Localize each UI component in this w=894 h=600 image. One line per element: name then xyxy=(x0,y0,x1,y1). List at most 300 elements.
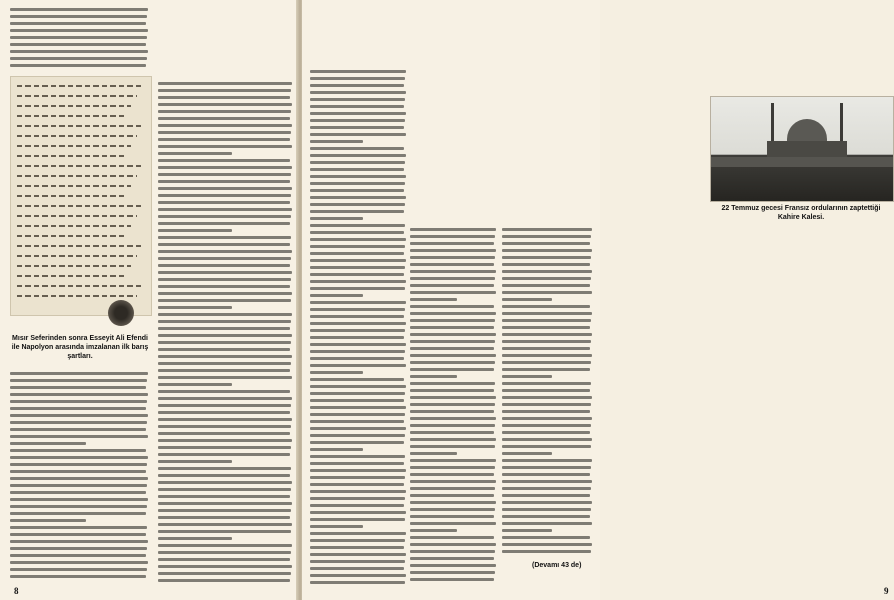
text-line xyxy=(10,57,147,60)
text-line xyxy=(10,449,146,452)
text-line xyxy=(310,490,406,493)
text-line xyxy=(10,568,147,571)
text-line xyxy=(410,249,496,252)
text-line xyxy=(310,343,406,346)
text-line xyxy=(502,249,592,252)
text-line xyxy=(158,369,290,372)
text-line xyxy=(310,280,406,283)
text-line xyxy=(10,428,146,431)
text-line xyxy=(410,550,495,553)
text-line xyxy=(158,341,291,344)
text-line xyxy=(158,222,290,225)
text-line xyxy=(502,529,552,532)
text-line xyxy=(310,350,405,353)
right-col-2 xyxy=(410,228,496,584)
text-line xyxy=(158,579,290,582)
text-line xyxy=(410,368,494,371)
text-line xyxy=(158,278,291,281)
text-line xyxy=(310,147,404,150)
text-line xyxy=(502,543,592,546)
text-line xyxy=(158,166,292,169)
text-line xyxy=(310,441,404,444)
text-line xyxy=(10,547,147,550)
text-line xyxy=(10,456,148,459)
handwriting-line xyxy=(17,245,143,247)
text-line xyxy=(310,420,404,423)
text-line xyxy=(310,231,404,234)
left-page xyxy=(0,0,298,600)
text-line xyxy=(158,117,290,120)
text-line xyxy=(158,250,292,253)
text-line xyxy=(410,466,495,469)
text-line xyxy=(310,91,406,94)
left-col-2 xyxy=(158,82,292,582)
text-line xyxy=(410,438,496,441)
text-line xyxy=(502,347,590,350)
text-line xyxy=(158,439,292,442)
right-page xyxy=(302,0,889,600)
right-col-3 xyxy=(502,228,592,558)
text-line xyxy=(310,532,406,535)
text-line xyxy=(158,453,290,456)
text-line xyxy=(410,403,495,406)
text-line xyxy=(10,400,147,403)
text-line xyxy=(310,364,406,367)
text-line xyxy=(158,236,291,239)
text-line xyxy=(310,154,406,157)
text-line xyxy=(310,567,404,570)
text-line xyxy=(158,523,292,526)
text-line xyxy=(502,235,591,238)
text-line xyxy=(10,540,148,543)
text-line xyxy=(502,256,591,259)
text-line xyxy=(502,354,592,357)
text-line xyxy=(158,355,292,358)
text-line xyxy=(310,105,404,108)
text-line xyxy=(410,242,494,245)
text-line xyxy=(310,161,405,164)
text-line xyxy=(10,491,146,494)
handwriting-line xyxy=(17,185,131,187)
text-line xyxy=(310,511,406,514)
text-line xyxy=(410,536,494,539)
text-line xyxy=(310,455,405,458)
text-line xyxy=(502,501,592,504)
text-line xyxy=(158,201,290,204)
text-line xyxy=(310,546,404,549)
text-line xyxy=(310,70,406,73)
handwriting-line xyxy=(17,85,143,87)
cairo-citadel-photo xyxy=(710,96,894,202)
text-line xyxy=(310,497,405,500)
text-line xyxy=(410,382,495,385)
text-line xyxy=(502,508,591,511)
text-line xyxy=(502,277,591,280)
text-line xyxy=(310,245,405,248)
text-line xyxy=(158,446,291,449)
text-line xyxy=(502,326,590,329)
text-line xyxy=(310,168,404,171)
text-line xyxy=(410,508,495,511)
text-line xyxy=(410,361,495,364)
text-line xyxy=(410,445,495,448)
text-line xyxy=(410,333,496,336)
text-line xyxy=(10,22,146,25)
text-line xyxy=(310,175,406,178)
text-line xyxy=(158,173,291,176)
handwriting-line xyxy=(17,155,125,157)
text-line xyxy=(158,138,290,141)
text-line xyxy=(310,273,404,276)
text-line xyxy=(310,126,404,129)
text-line xyxy=(502,466,591,469)
text-line xyxy=(310,238,406,241)
text-line xyxy=(158,411,290,414)
text-line xyxy=(310,210,404,213)
text-line xyxy=(158,474,290,477)
text-line xyxy=(410,529,457,532)
page-number-right: 9 xyxy=(884,586,889,596)
text-line xyxy=(310,392,405,395)
text-line xyxy=(10,372,148,375)
text-line xyxy=(502,298,552,301)
text-line xyxy=(158,516,290,519)
right-col-1 xyxy=(310,70,406,584)
text-line xyxy=(158,103,292,106)
text-line xyxy=(410,347,494,350)
text-line xyxy=(502,550,591,553)
text-line xyxy=(310,287,405,290)
text-line xyxy=(158,383,232,386)
text-line xyxy=(410,522,496,525)
text-line xyxy=(310,357,404,360)
text-line xyxy=(158,264,290,267)
text-line xyxy=(310,119,405,122)
text-line xyxy=(502,445,591,448)
text-line xyxy=(158,397,292,400)
text-line xyxy=(410,410,494,413)
text-line xyxy=(410,354,496,357)
text-line xyxy=(310,371,363,374)
text-line xyxy=(410,263,494,266)
text-line xyxy=(410,501,496,504)
text-line xyxy=(502,242,590,245)
text-line xyxy=(502,284,590,287)
text-line xyxy=(410,228,496,231)
text-line xyxy=(10,484,147,487)
text-line xyxy=(410,431,494,434)
text-line xyxy=(10,519,86,522)
text-line xyxy=(410,515,494,518)
text-line xyxy=(158,572,291,575)
text-line xyxy=(10,463,147,466)
text-line xyxy=(410,284,494,287)
text-line xyxy=(158,215,291,218)
text-line xyxy=(158,530,291,533)
text-line xyxy=(310,385,406,388)
text-line xyxy=(410,494,494,497)
handwriting-line xyxy=(17,175,137,177)
text-line xyxy=(158,89,291,92)
text-line xyxy=(158,292,292,295)
text-line xyxy=(410,564,496,567)
text-line xyxy=(158,271,292,274)
left-figure-caption: Mısır Seferinden sonra Esseyit Ali Efendi ile Napolyon arasında imzalanan ilk barış şartları. xyxy=(11,335,149,360)
text-line xyxy=(158,502,292,505)
text-line xyxy=(310,224,405,227)
text-line xyxy=(158,551,291,554)
text-line xyxy=(502,473,590,476)
text-line xyxy=(310,217,363,220)
text-line xyxy=(310,427,406,430)
text-line xyxy=(310,553,406,556)
text-line xyxy=(502,536,590,539)
text-line xyxy=(158,418,292,421)
text-line xyxy=(410,480,496,483)
ottoman-document-image xyxy=(10,76,152,316)
text-line xyxy=(410,277,495,280)
text-line xyxy=(502,263,590,266)
text-line xyxy=(10,533,146,536)
text-line xyxy=(158,313,292,316)
text-line xyxy=(502,312,592,315)
text-line xyxy=(310,469,406,472)
text-line xyxy=(158,110,291,113)
left-col-1b xyxy=(10,8,148,68)
handwriting-line xyxy=(17,255,137,257)
text-line xyxy=(410,305,494,308)
text-line xyxy=(158,432,290,435)
text-line xyxy=(502,319,591,322)
handwriting-line xyxy=(17,95,137,97)
text-line xyxy=(158,334,292,337)
text-line xyxy=(502,487,591,490)
text-line xyxy=(10,575,146,578)
text-line xyxy=(310,203,405,206)
text-line xyxy=(10,505,147,508)
handwriting-line xyxy=(17,285,143,287)
text-line xyxy=(158,558,290,561)
handwriting-line xyxy=(17,115,125,117)
text-line xyxy=(502,368,590,371)
handwriting-line xyxy=(17,205,143,207)
handwriting-line xyxy=(17,215,137,217)
text-line xyxy=(158,460,232,463)
text-line xyxy=(502,270,592,273)
text-line xyxy=(310,133,406,136)
text-line xyxy=(10,414,148,417)
text-line xyxy=(310,112,406,115)
text-line xyxy=(410,326,494,329)
text-line xyxy=(158,187,292,190)
wax-seal-icon xyxy=(108,300,134,326)
text-line xyxy=(158,285,290,288)
text-line xyxy=(502,228,592,231)
text-line xyxy=(158,159,290,162)
text-line xyxy=(310,434,405,437)
text-line xyxy=(310,84,404,87)
text-line xyxy=(310,336,404,339)
text-line xyxy=(502,438,592,441)
text-line xyxy=(502,459,592,462)
text-line xyxy=(310,308,405,311)
text-line xyxy=(310,329,405,332)
text-line xyxy=(310,399,404,402)
text-line xyxy=(410,571,495,574)
text-line xyxy=(10,442,86,445)
continued-note: (Devamı 43 de) xyxy=(532,562,582,569)
text-line xyxy=(502,291,592,294)
handwriting-line xyxy=(17,145,131,147)
handwriting-line xyxy=(17,105,131,107)
handwriting-line xyxy=(17,125,143,127)
text-line xyxy=(10,43,146,46)
text-line xyxy=(158,495,290,498)
handwriting-line xyxy=(17,265,131,267)
text-line xyxy=(310,539,405,542)
text-line xyxy=(310,483,404,486)
text-line xyxy=(10,386,146,389)
text-line xyxy=(158,362,291,365)
text-line xyxy=(10,421,147,424)
text-line xyxy=(410,375,457,378)
text-line xyxy=(502,522,592,525)
text-line xyxy=(410,256,495,259)
left-col-1 xyxy=(10,372,148,582)
text-line xyxy=(410,543,496,546)
text-line xyxy=(410,473,494,476)
text-line xyxy=(310,294,363,297)
text-line xyxy=(310,98,405,101)
text-line xyxy=(310,266,405,269)
text-line xyxy=(502,340,591,343)
text-line xyxy=(502,333,592,336)
text-line xyxy=(158,488,291,491)
text-line xyxy=(158,425,291,428)
text-line xyxy=(310,462,404,465)
text-line xyxy=(310,574,406,577)
text-line xyxy=(158,306,232,309)
text-line xyxy=(158,96,290,99)
text-line xyxy=(410,389,494,392)
text-line xyxy=(410,312,496,315)
text-line xyxy=(502,417,592,420)
text-line xyxy=(10,379,147,382)
text-line xyxy=(310,518,405,521)
text-line xyxy=(158,544,292,547)
text-line xyxy=(158,145,292,148)
text-line xyxy=(310,77,405,80)
text-line xyxy=(310,476,405,479)
page-number-left: 8 xyxy=(14,586,19,596)
text-line xyxy=(158,467,291,470)
handwriting-line xyxy=(17,135,137,137)
text-line xyxy=(158,82,292,85)
text-line xyxy=(158,320,291,323)
text-line xyxy=(158,229,232,232)
text-line xyxy=(10,526,147,529)
text-line xyxy=(410,424,495,427)
text-line xyxy=(410,459,496,462)
text-line xyxy=(502,452,552,455)
text-line xyxy=(310,504,404,507)
text-line xyxy=(158,131,291,134)
text-line xyxy=(502,361,591,364)
text-line xyxy=(410,270,496,273)
text-line xyxy=(158,243,290,246)
text-line xyxy=(158,327,290,330)
text-line xyxy=(502,431,590,434)
text-line xyxy=(158,404,291,407)
handwriting-line xyxy=(17,275,125,277)
text-line xyxy=(10,8,148,11)
text-line xyxy=(410,557,494,560)
text-line xyxy=(310,259,406,262)
text-line xyxy=(10,435,148,438)
text-line xyxy=(10,498,148,501)
text-line xyxy=(410,452,457,455)
text-line xyxy=(158,180,290,183)
text-line xyxy=(10,50,148,53)
text-line xyxy=(410,235,495,238)
text-line xyxy=(502,375,552,378)
text-line xyxy=(10,36,147,39)
text-line xyxy=(310,322,406,325)
text-line xyxy=(310,301,406,304)
handwriting-line xyxy=(17,295,137,297)
text-line xyxy=(310,182,405,185)
text-line xyxy=(10,554,146,557)
text-line xyxy=(310,315,404,318)
text-line xyxy=(10,477,148,480)
text-line xyxy=(410,417,496,420)
text-line xyxy=(10,64,146,67)
text-line xyxy=(10,15,147,18)
text-line xyxy=(410,578,494,581)
handwriting-line xyxy=(17,225,131,227)
text-line xyxy=(158,348,290,351)
text-line xyxy=(310,525,363,528)
text-line xyxy=(158,299,291,302)
text-line xyxy=(502,424,591,427)
text-line xyxy=(310,581,405,584)
text-line xyxy=(410,291,496,294)
text-line xyxy=(502,389,590,392)
text-line xyxy=(158,257,291,260)
text-line xyxy=(10,512,146,515)
text-line xyxy=(10,29,148,32)
text-line xyxy=(158,194,291,197)
text-line xyxy=(502,480,592,483)
handwriting-line xyxy=(17,195,125,197)
text-line xyxy=(310,413,405,416)
text-line xyxy=(310,196,406,199)
handwriting-line xyxy=(17,165,143,167)
text-line xyxy=(158,208,292,211)
text-line xyxy=(158,152,232,155)
text-line xyxy=(410,487,495,490)
text-line xyxy=(502,403,591,406)
text-line xyxy=(502,396,592,399)
text-line xyxy=(10,561,148,564)
text-line xyxy=(10,407,146,410)
text-line xyxy=(158,565,292,568)
text-line xyxy=(158,390,290,393)
text-line xyxy=(410,298,457,301)
text-line xyxy=(502,305,590,308)
text-line xyxy=(158,124,292,127)
text-line xyxy=(502,382,591,385)
